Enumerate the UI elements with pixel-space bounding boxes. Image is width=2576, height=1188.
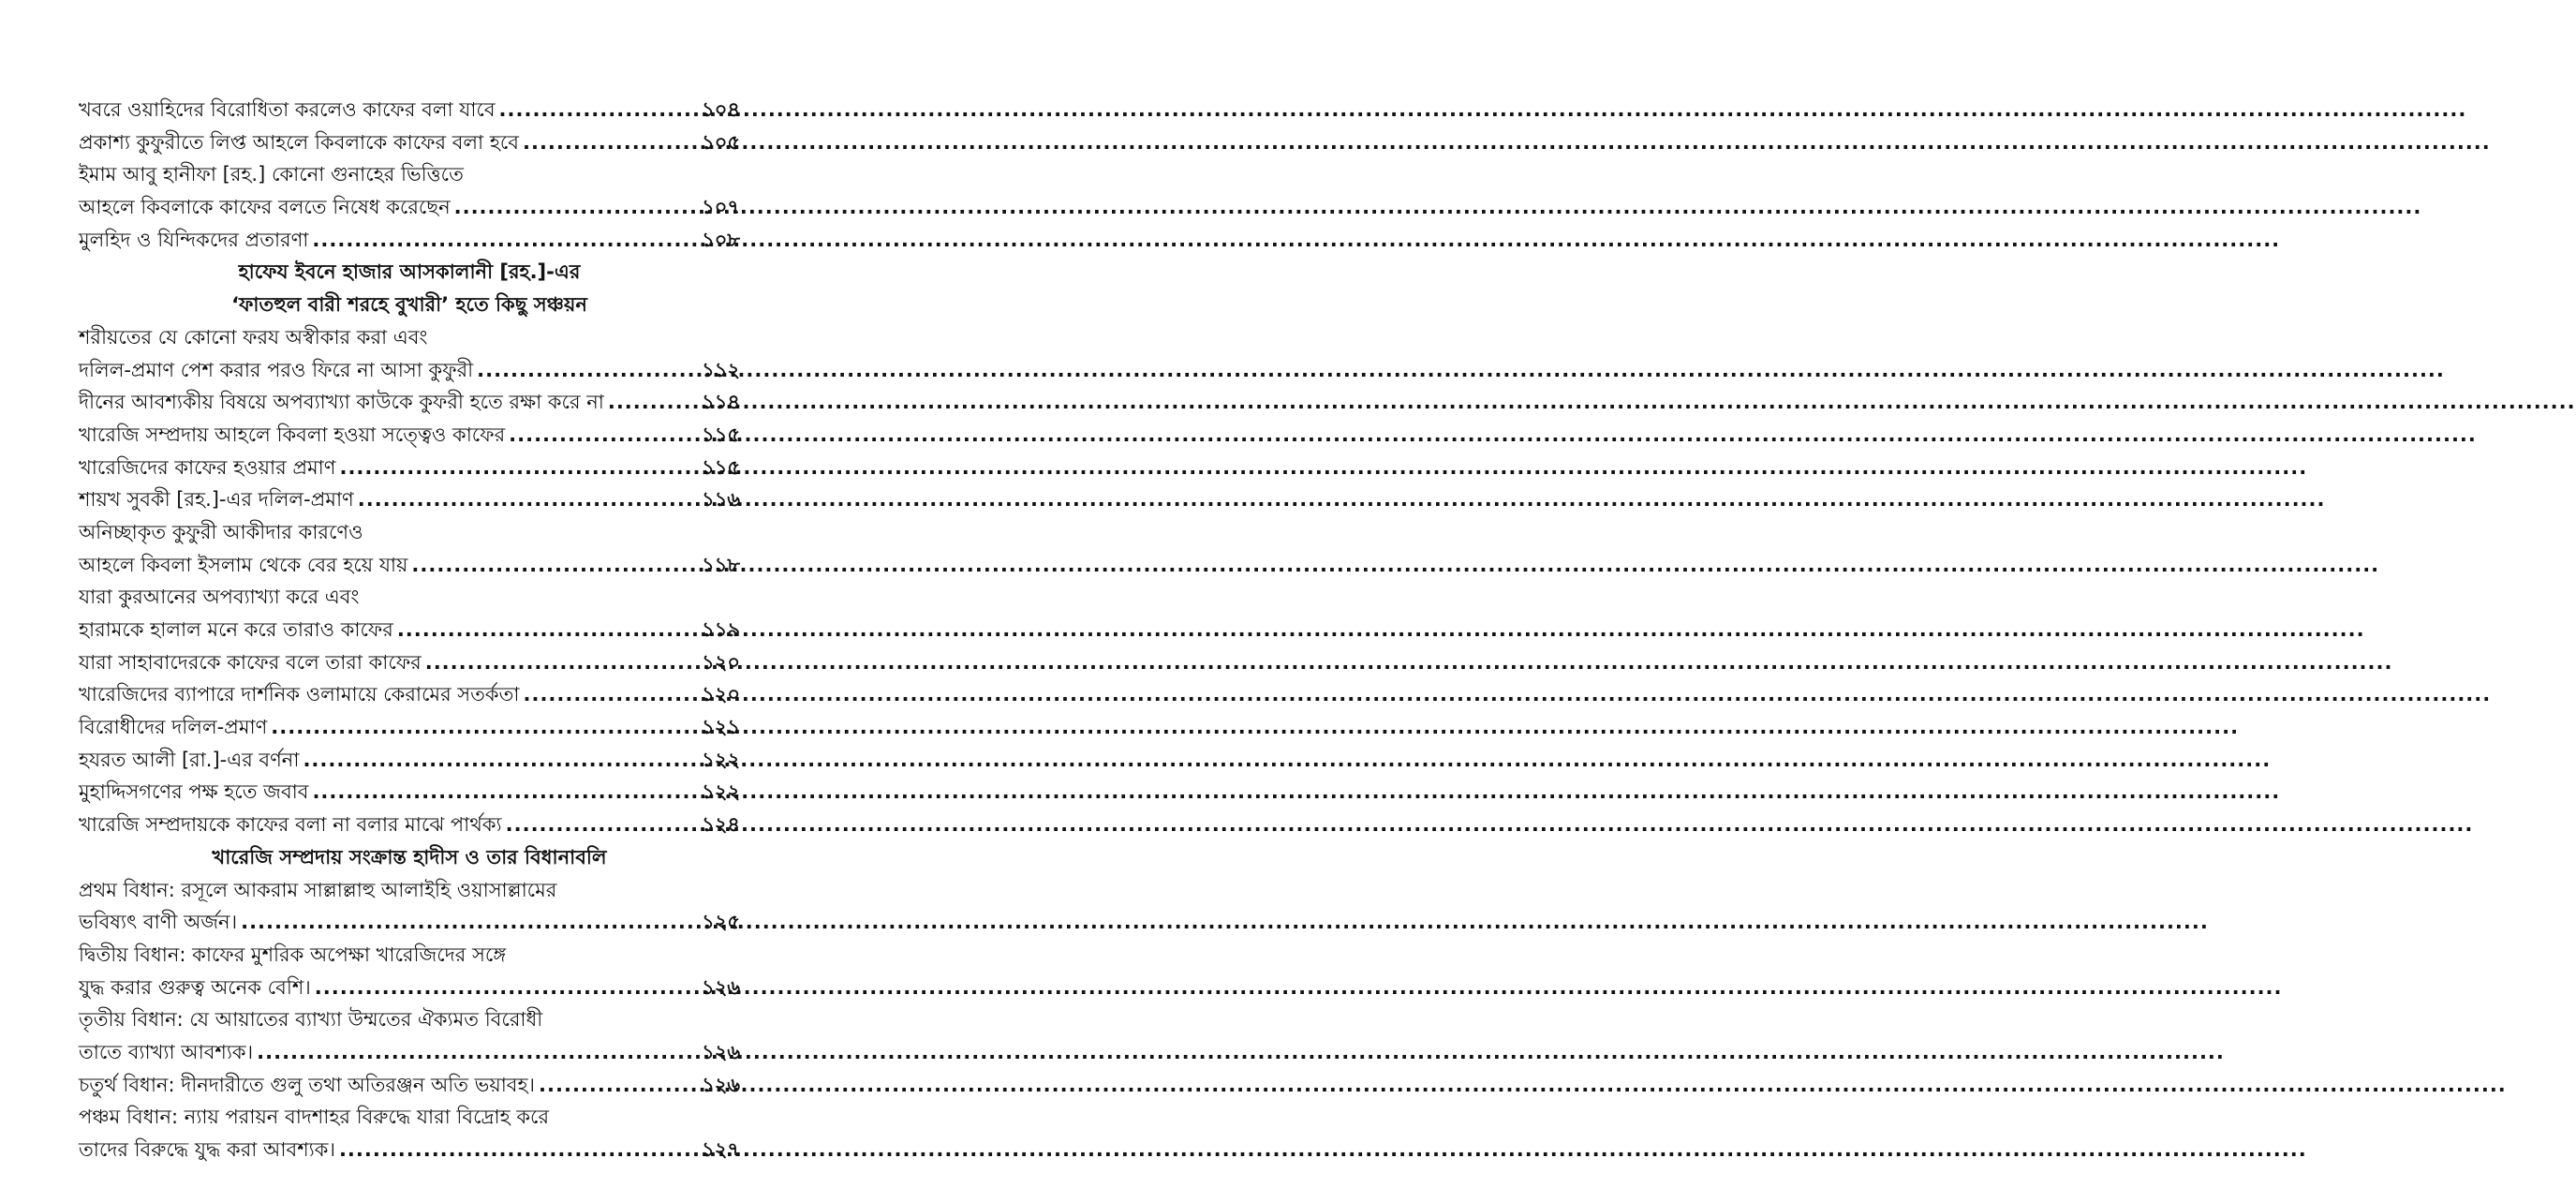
dot-leader xyxy=(506,809,698,841)
toc-entry-title: মুলহিদ ও যিন্দিকদের প্রতারণা xyxy=(79,228,309,251)
toc-entry-title: খারেজিদের কাফের হওয়ার প্রমাণ xyxy=(79,455,336,479)
toc-page-number: ১১৪ xyxy=(702,391,740,414)
toc-entry-title: খারেজি সম্প্রদায় আহলে কিবলা হওয়া সত্ত্বেও কাফের xyxy=(79,423,506,446)
toc-entry xyxy=(79,354,740,387)
dot-leader xyxy=(425,646,698,679)
dot-leader xyxy=(608,386,698,419)
toc-entry xyxy=(79,549,740,582)
toc-entry-title: প্রথম বিধান: রসূলে আকরাম সাল্লাল্লাহু আলাইহি ওয়াসাল্লামের xyxy=(79,878,557,901)
toc-entry-continuation xyxy=(79,1101,740,1134)
toc-entry xyxy=(79,678,740,711)
toc-page-number: ১২৬ xyxy=(702,1040,740,1063)
toc-entry xyxy=(79,452,740,484)
dot-leader xyxy=(315,972,698,1004)
dot-leader xyxy=(509,419,698,452)
toc-entry xyxy=(79,94,740,126)
toc-entry xyxy=(79,1036,740,1069)
section-heading xyxy=(79,841,740,874)
toc-entry xyxy=(79,191,740,224)
toc-entry xyxy=(79,224,740,257)
toc-page-number: ১১৫ xyxy=(702,423,740,446)
toc-entry-title: যুদ্ধ করার গুরুত্ব অনেক বেশি। xyxy=(79,975,311,999)
toc-entry xyxy=(79,711,740,744)
dot-leader xyxy=(397,614,698,646)
toc-entry xyxy=(79,1134,740,1166)
toc-page-number: ১১৮ xyxy=(702,553,740,576)
toc-entry xyxy=(79,809,740,841)
toc-entry-continuation xyxy=(79,874,740,907)
toc-entry-title: দীনের আবশ্যকীয় বিষয়ে অপব্যাখ্যা কাউকে কুফরী হতে রক্ষা করে না xyxy=(79,391,604,414)
toc-entry-title: আহলে কিবলাকে কাফের বলতে নিষেধ করেছেন xyxy=(79,196,451,219)
toc-entry-title: চতুর্থ বিধান: দীনদারীতে গুলু তথা অতিরঞ্জন অতি ভয়াবহ। xyxy=(79,1073,536,1096)
toc-page-number: ১১৬ xyxy=(702,488,740,512)
section-heading-text: খারেজি সম্প্রদায় সংক্রান্ত হাদীস ও তার বিধানাবলি xyxy=(212,845,607,869)
dot-leader xyxy=(241,906,698,939)
toc-entry-title: খবরে ওয়াহিদের বিরোধিতা করলেও কাফের বলা যাবে xyxy=(79,98,496,121)
toc-entry-title: যারা সাহাবাদেরকে কাফের বলে তারা কাফের xyxy=(79,650,422,674)
toc-entry-title: আহলে কিবলা ইসলাম থেকে বের হয়ে যায় xyxy=(79,553,408,576)
dot-leader xyxy=(477,354,698,387)
toc-entry-title: দ্বিতীয় বিধান: কাফের মুশরিক অপেক্ষা খারেজিদের সঙ্গে xyxy=(79,943,507,966)
toc-entry-title: খারেজিদের ব্যাপারে দার্শনিক ওলামায়ে কেরামের সতর্কতা xyxy=(79,683,520,706)
toc-entry-title: শরীয়তের যে কোনো ফরয অস্বীকার করা এবং xyxy=(79,325,428,349)
toc-entry-continuation xyxy=(79,581,740,614)
toc-page-number: ১২০ xyxy=(702,650,740,674)
toc-entry-title: হারামকে হালাল মনে করে তারাও কাফের xyxy=(79,618,393,641)
toc-entry-title: যারা কুরআনের অপব্যাখ্যা করে এবং xyxy=(79,586,360,609)
section-heading-text: হাফেয ইবনে হাজার আসকালানী [রহ.]-এর xyxy=(238,260,581,284)
toc-entry-title: প্রকাশ্য কুফুরীতে লিপ্ত আহলে কিবলাকে কাফের বলা হবে xyxy=(79,130,519,154)
toc-entry-title: পঞ্চম বিধান: ন্যায় পরায়ন বাদশাহর বিরুদ্ধে যারা বিদ্রোহ করে xyxy=(79,1106,549,1129)
dot-leader xyxy=(312,224,698,257)
toc-entry-continuation xyxy=(79,516,740,549)
table-of-contents xyxy=(79,94,740,1166)
toc-entry-continuation xyxy=(79,321,740,354)
toc-page-number: ১১৯ xyxy=(702,618,740,641)
toc-entry xyxy=(79,126,740,159)
toc-entry xyxy=(79,906,740,939)
toc-entry-title: মুহাদ্দিসগণের পক্ষ হতে জবাব xyxy=(79,780,309,804)
dot-leader xyxy=(339,1134,698,1166)
toc-entry-continuation xyxy=(79,1003,740,1036)
book-page xyxy=(0,0,815,1188)
toc-entry-title: তাদের বিরুদ্ধে যুদ্ধ করা আবশ্যক। xyxy=(79,1138,335,1161)
toc-entry-title: তৃতীয় বিধান: যে আয়াতের ব্যাখ্যা উম্মতের ঐক্যমত বিরোধী xyxy=(79,1008,543,1032)
dot-leader xyxy=(499,94,699,126)
toc-page-number: ১০৪ xyxy=(702,98,740,121)
section-heading xyxy=(79,289,740,321)
toc-entry-title: দলিল-প্রমাণ পেশ করার পরও ফিরে না আসা কুফুরী xyxy=(79,358,474,381)
dot-leader xyxy=(312,776,698,809)
dot-leader xyxy=(271,711,698,744)
dot-leader xyxy=(339,452,698,484)
toc-entry-continuation xyxy=(79,939,740,972)
dot-leader xyxy=(411,549,698,582)
toc-entry-title: খারেজি সম্প্রদায়কে কাফের বলা না বলার মাঝে পার্থক্য xyxy=(79,813,502,837)
toc-entry xyxy=(79,419,740,452)
toc-entry-title: ভবিষ্যৎ বাণী অর্জন। xyxy=(79,911,238,934)
toc-page-number: ১২০ xyxy=(702,683,740,706)
toc-entry xyxy=(79,646,740,679)
dot-leader xyxy=(257,1036,698,1069)
toc-page-number: ১১২ xyxy=(702,358,740,381)
toc-page-number: ১২৭ xyxy=(702,1138,740,1161)
dot-leader xyxy=(358,483,698,516)
dot-leader xyxy=(539,1069,698,1102)
toc-entry-title: হযরত আলী [রা.]-এর বর্ণনা xyxy=(79,748,300,771)
toc-entry xyxy=(79,776,740,809)
toc-page-number: ১২২ xyxy=(702,780,740,804)
toc-entry-title: বিরোধীদের দলিল-প্রমাণ xyxy=(79,716,268,739)
toc-entry xyxy=(79,1069,740,1102)
dot-leader xyxy=(303,744,698,777)
toc-entry-title: শায়খ সুবকী [রহ.]-এর দলিল-প্রমাণ xyxy=(79,488,354,512)
toc-page-number: ১০৮ xyxy=(702,228,740,251)
toc-entry xyxy=(79,483,740,516)
toc-page-number: ১২১ xyxy=(702,716,740,739)
toc-page-number: ১২৬ xyxy=(702,1073,740,1096)
toc-entry xyxy=(79,614,740,646)
toc-page-number: ১২২ xyxy=(702,748,740,771)
toc-entry-continuation xyxy=(79,158,740,191)
toc-entry-title: অনিচ্ছাকৃত কুফুরী আকীদার কারণেও xyxy=(79,520,363,543)
toc-entry xyxy=(79,386,740,419)
toc-page-number: ১১৫ xyxy=(702,455,740,479)
toc-page-number: ১০৫ xyxy=(702,130,740,154)
dot-leader xyxy=(523,678,698,711)
dot-leader xyxy=(454,191,698,224)
dot-leader xyxy=(523,126,698,159)
toc-entry-title: তাতে ব্যাখ্যা আবশ্যক। xyxy=(79,1040,254,1063)
toc-page-number: ১২৫ xyxy=(702,911,740,934)
toc-entry xyxy=(79,744,740,777)
section-heading xyxy=(79,256,740,289)
toc-page-number: ১২৪ xyxy=(702,813,740,837)
toc-entry-title: ইমাম আবু হানীফা [রহ.] কোনো গুনাহের ভিত্তিতে xyxy=(79,163,464,186)
toc-page-number: ১০৭ xyxy=(702,196,740,219)
toc-page-number: ১২৬ xyxy=(702,975,740,999)
section-heading-text: ‘ফাতহুল বারী শরহে বুখারী’ হতে কিছু সঞ্চয়ন xyxy=(231,293,587,317)
toc-entry xyxy=(79,972,740,1004)
